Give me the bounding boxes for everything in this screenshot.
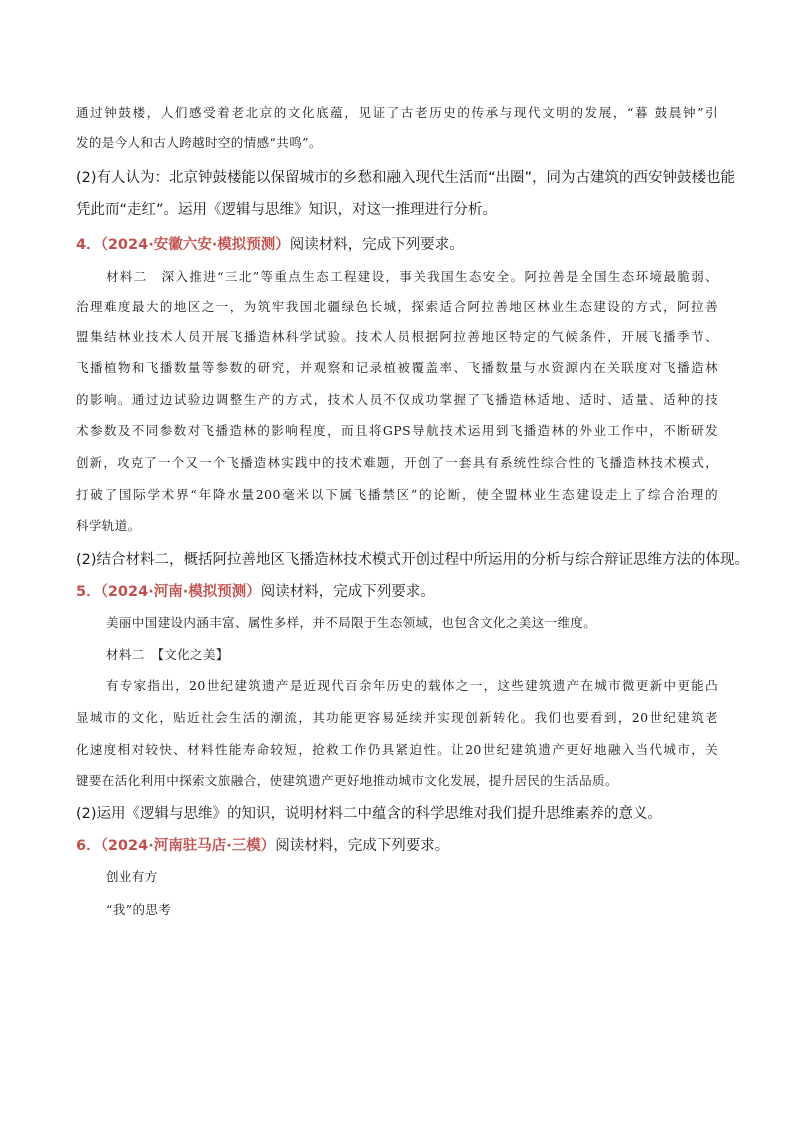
question-source: （2024·安徽六安·模拟预测） [100, 237, 290, 253]
material-line: 创新，攻克了一个又一个飞播造林实践中的技术难题，开创了一套具有系统性综合性的飞播造林技术模式， [76, 455, 718, 470]
material-line: 化速度相对较快、材料性能寿命较短，抢救工作仍具紧迫性。让20世纪建筑遗产更好地融入当代城市，关 [76, 742, 718, 757]
question-number: 6． [76, 838, 101, 854]
question-text: (2)结合材料二，概括阿拉善地区飞播造林技术模式开创过程中所运用的分析与综合辩证思维方法的体现。 [76, 552, 750, 568]
question-header-5 [76, 580, 435, 601]
material-title: 材料二 【文化之美】 [106, 647, 229, 662]
question-prompt: 阅读材料，完成下列要求。 [260, 584, 435, 600]
question-text: (2)有人认为：北京钟鼓楼能以保留城市的乡愁和融入现代生活而“出圈”，同为古建筑的西安钟鼓楼也能 [76, 170, 736, 186]
question-header-4 [76, 233, 464, 254]
question-source: （2024·河南·模拟预测） [100, 584, 261, 600]
material-line: 治理难度最大的地区之一，为筑牢我国北疆绿色长城，探索适合阿拉善地区林业生态建设的方式，阿拉善 [76, 299, 718, 314]
material-line: 键要在活化利用中探索文旅融合，使建筑遗产更好地推动城市文化发展，提升居民的生活品质。 [76, 773, 618, 788]
question-text: (2)运用《逻辑与思维》的知识，说明材料二中蕴含的科学思维对我们提升思维素养的意义。 [76, 806, 663, 822]
material-heading: 创业有方 [106, 869, 158, 884]
material-line: 科学轨道。 [76, 518, 141, 533]
question-source: （2024·河南驻马店·三模） [100, 838, 276, 854]
material-intro: 美丽中国建设内涵丰富、属性多样，并不局限于生态领域，也包含文化之美这一维度。 [106, 615, 597, 630]
question-header-6 [76, 834, 449, 855]
material-heading: “我”的思考 [106, 902, 172, 917]
question-number: 5． [76, 584, 101, 600]
material-line: 术参数及不同参数对飞播造林的影响程度，而且将GPS导航技术运用到飞播造林的外业工作中，不断研发 [76, 423, 718, 438]
question-text: 凭此而“走红”。运用《逻辑与思维》知识，对这一推理进行分析。 [76, 202, 498, 218]
material-line: 有专家指出，20世纪建筑遗产是近现代百余年历史的载体之一，这些建筑遗产在城市微更新中更能凸 [106, 678, 718, 693]
question-prompt: 阅读材料，完成下列要求。 [275, 838, 450, 854]
material-line: 材料二 深入推进“三北”等重点生态工程建设，事关我国生态安全。阿拉善是全国生态环境最脆弱、 [106, 269, 718, 284]
material-line: 打破了国际学术界“年降水量200毫米以下属飞播禁区”的论断，使全盟林业生态建设走上了综合治理的 [76, 487, 718, 502]
paragraph-line: 发的是今人和古人跨越时空的情感“共鸣”。 [76, 135, 322, 150]
question-prompt: 阅读材料，完成下列要求。 [289, 237, 464, 253]
material-line: 盟集结林业技术人员开展飞播造林科学试验。技术人员根据阿拉善地区特定的气候条件，开展飞播季节、 [76, 329, 718, 344]
material-line: 飞播植物和飞播数量等参数的研究，并观察和记录植被覆盖率、飞播数量与水资源内在关联度对飞播造林 [76, 360, 718, 375]
paragraph-line: 通过钟鼓楼，人们感受着老北京的文化底蕴，见证了古老历史的传承与现代文明的发展，“暮 鼓晨钟”引 [76, 105, 718, 120]
material-line: 的影响。通过边试验边调整生产的方式，技术人员不仅成功掌握了飞播造林适地、适时、适量、适种的技 [76, 392, 718, 407]
question-number: 4． [76, 237, 101, 253]
material-line: 显城市的文化，贴近社会生活的潮流，其功能更容易延续并实现创新转化。我们也要看到，20世纪建筑老 [76, 710, 718, 725]
